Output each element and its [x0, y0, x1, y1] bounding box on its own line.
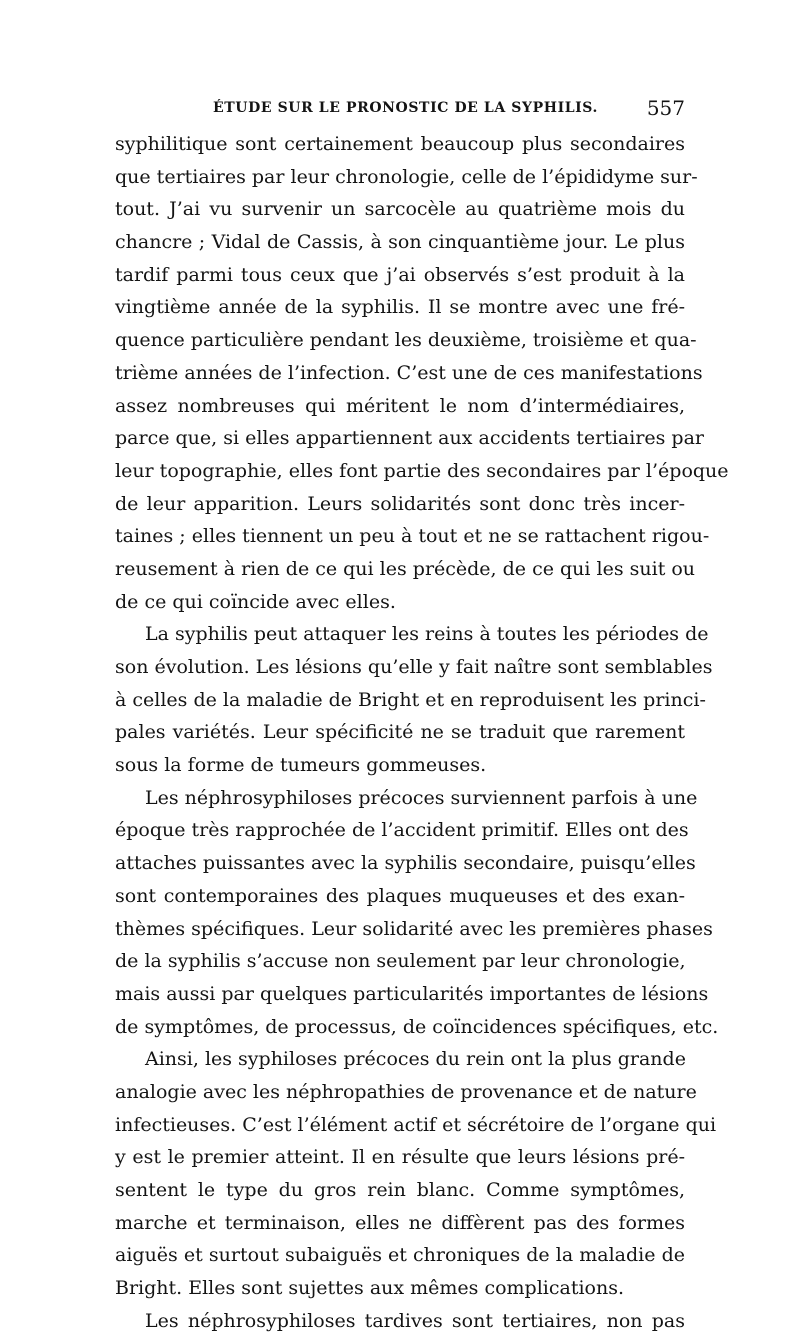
text-line: sont contemporaines des plaques muqueuses et des exan- — [115, 884, 685, 907]
text-line: de la syphilis s’accuse non seulement par leur chronologie, — [115, 950, 686, 973]
body-text — [115, 128, 729, 1337]
text-line: tardif parmi tous ceux que j’ai observés s’est produit à la — [115, 263, 685, 286]
paragraph — [115, 782, 719, 1044]
text-line: Ainsi, les syphiloses précoces du rein ont la plus grande — [145, 1048, 686, 1071]
text-line: La syphilis peut attaquer les reins à toutes les périodes de — [145, 623, 709, 646]
text-line: thèmes spécifiques. Leur solidarité avec les premières phases — [115, 917, 713, 940]
text-line: analogie avec les néphropathies de provenance et de nature — [115, 1080, 697, 1103]
text-line: y est le premier atteint. Il en résulte que leurs lésions pré- — [115, 1146, 685, 1169]
text-line: pales variétés. Leur spécificité ne se traduit que rarement — [115, 721, 685, 744]
paragraph — [115, 128, 729, 618]
text-line: Les néphrosyphiloses précoces surviennent parfois à une — [145, 786, 698, 809]
page-header — [115, 96, 685, 126]
text-line: leur topographie, elles font partie des secondaires par l’époque — [115, 459, 729, 482]
paragraph — [115, 1305, 685, 1337]
text-line: de symptômes, de processus, de coïncidences spécifiques, etc. — [115, 1015, 719, 1038]
text-line: trième années de l’infection. C’est une de ces manifestations — [115, 361, 703, 384]
text-line: de ce qui coïncide avec elles. — [115, 590, 396, 613]
running-title: ÉTUDE SUR LE PRONOSTIC DE LA SYPHILIS. — [213, 100, 598, 116]
text-line: taines ; elles tiennent un peu à tout et ne se rattachent rigou- — [115, 525, 710, 548]
text-line: aiguës et surtout subaiguës et chroniques de la maladie de — [115, 1244, 685, 1267]
text-line: marche et terminaison, elles ne diffèrent pas des formes — [115, 1211, 685, 1234]
text-line: époque très rapprochée de l’accident primitif. Elles ont des — [115, 819, 689, 842]
text-line: infectieuses. C’est l’élément actif et sécrétoire de l’organe qui — [115, 1113, 717, 1136]
text-line: chancre ; Vidal de Cassis, à son cinquantième jour. Le plus — [115, 231, 685, 254]
text-line: reusement à rien de ce qui les précède, de ce qui les suit ou — [115, 557, 696, 580]
page-number: 557 — [646, 96, 685, 120]
text-line: syphilitique sont certainement beaucoup plus secondaires — [115, 133, 685, 155]
text-line: Les néphrosyphiloses tardives sont tertiaires, non pas — [145, 1309, 685, 1332]
text-line: attaches puissantes avec la syphilis secondaire, puisqu’elles — [115, 852, 696, 875]
text-line: mais aussi par quelques particularités importantes de lésions — [115, 982, 709, 1005]
paragraph — [115, 618, 713, 781]
text-line: de leur apparition. Leurs solidarités sont donc très incer- — [115, 492, 685, 515]
text-line: sous la forme de tumeurs gommeuses. — [115, 754, 487, 777]
text-line: vingtième année de la syphilis. Il se montre avec une fré- — [115, 296, 685, 319]
text-line: parce que, si elles appartiennent aux accidents tertiaires par — [115, 427, 705, 450]
text-line: Bright. Elles sont sujettes aux mêmes complications. — [115, 1277, 625, 1300]
paragraph — [115, 1043, 717, 1305]
text-line: assez nombreuses qui méritent le nom d’intermédiaires, — [115, 394, 685, 417]
text-line: sentent le type du gros rein blanc. Comme symptômes, — [115, 1179, 685, 1201]
text-line: son évolution. Les lésions qu’elle y fait naître sont semblables — [115, 656, 713, 678]
text-line: que tertiaires par leur chronologie, celle de l’épididyme sur- — [115, 165, 698, 188]
text-line: tout. J’ai vu survenir un sarcocèle au quatrième mois du — [115, 198, 685, 221]
text-line: quence particulière pendant les deuxième, troisième et qua- — [115, 329, 697, 352]
text-line: à celles de la maladie de Bright et en reproduisent les princi- — [115, 688, 706, 711]
